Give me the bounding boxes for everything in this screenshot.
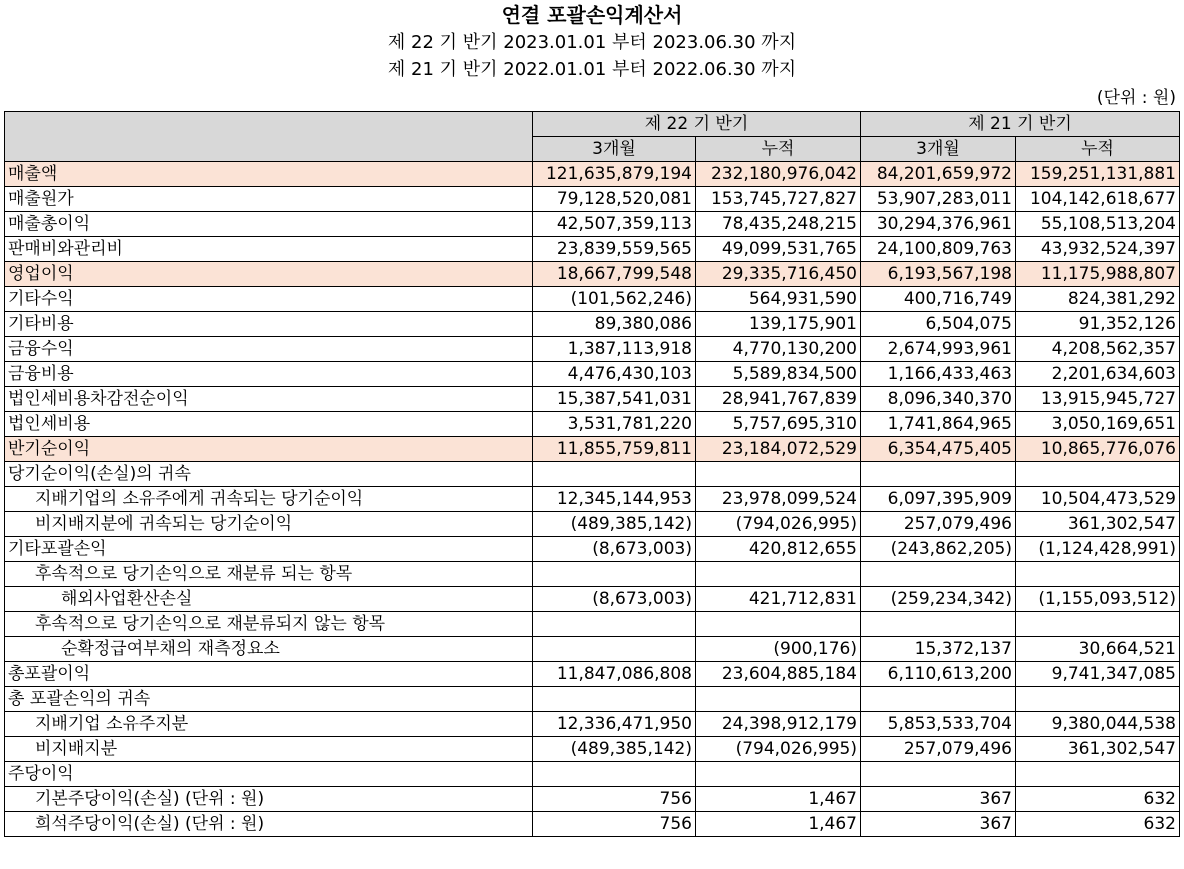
header-prior-3m: 3개월 bbox=[861, 137, 1016, 162]
cell-current-cum: 49,099,531,765 bbox=[696, 237, 861, 262]
header-current-cum: 누적 bbox=[696, 137, 861, 162]
cell-prior-3m: 30,294,376,961 bbox=[861, 212, 1016, 237]
row-label: 법인세비용 bbox=[5, 412, 533, 437]
cell-prior-3m: 8,096,340,370 bbox=[861, 387, 1016, 412]
row-label: 매출원가 bbox=[5, 187, 533, 212]
table-row bbox=[5, 762, 1180, 787]
statement-title: 연결 포괄손익계산서 bbox=[501, 3, 683, 27]
cell-prior-cum: 91,352,126 bbox=[1016, 312, 1180, 337]
period-prior: 제 21 기 반기 2022.01.01 부터 2022.06.30 까지 bbox=[387, 59, 797, 80]
table-row bbox=[5, 512, 1180, 537]
period-current: 제 22 기 반기 2023.01.01 부터 2023.06.30 까지 bbox=[387, 32, 797, 53]
cell-prior-3m: 2,674,993,961 bbox=[861, 337, 1016, 362]
table-row bbox=[5, 412, 1180, 437]
cell-prior-cum: 632 bbox=[1016, 787, 1180, 812]
table-row bbox=[5, 287, 1180, 312]
table-row bbox=[5, 712, 1180, 737]
table-row bbox=[5, 437, 1180, 462]
cell-prior-3m: 367 bbox=[861, 787, 1016, 812]
cell-prior-3m: 24,100,809,763 bbox=[861, 237, 1016, 262]
cell-prior-3m: 257,079,496 bbox=[861, 512, 1016, 537]
cell-prior-cum bbox=[1016, 687, 1180, 712]
row-label: 금융비용 bbox=[5, 362, 533, 387]
cell-current-cum: (900,176) bbox=[696, 637, 861, 662]
cell-current-3m: 79,128,520,081 bbox=[533, 187, 696, 212]
cell-prior-cum bbox=[1016, 462, 1180, 487]
cell-current-3m: 12,336,471,950 bbox=[533, 712, 696, 737]
row-label: 후속적으로 당기손익으로 재분류 되는 항목 bbox=[5, 562, 533, 587]
cell-current-3m: (489,385,142) bbox=[533, 512, 696, 537]
header-group-prior: 제 21 기 반기 bbox=[861, 112, 1180, 137]
cell-prior-3m: 53,907,283,011 bbox=[861, 187, 1016, 212]
cell-current-3m: 23,839,559,565 bbox=[533, 237, 696, 262]
cell-prior-3m bbox=[861, 562, 1016, 587]
cell-prior-cum: 2,201,634,603 bbox=[1016, 362, 1180, 387]
row-label: 주당이익 bbox=[5, 762, 533, 787]
cell-prior-3m bbox=[861, 762, 1016, 787]
table-row bbox=[5, 212, 1180, 237]
cell-prior-cum: 9,741,347,085 bbox=[1016, 662, 1180, 687]
cell-prior-3m: 6,354,475,405 bbox=[861, 437, 1016, 462]
cell-prior-cum bbox=[1016, 612, 1180, 637]
cell-current-cum: 5,757,695,310 bbox=[696, 412, 861, 437]
cell-prior-3m: 6,110,613,200 bbox=[861, 662, 1016, 687]
cell-current-cum: (794,026,995) bbox=[696, 512, 861, 537]
row-label: 판매비와관리비 bbox=[5, 237, 533, 262]
table-row bbox=[5, 612, 1180, 637]
cell-prior-3m: 400,716,749 bbox=[861, 287, 1016, 312]
row-label: 당기순이익(손실)의 귀속 bbox=[5, 462, 533, 487]
cell-current-3m: 3,531,781,220 bbox=[533, 412, 696, 437]
cell-current-cum: 139,175,901 bbox=[696, 312, 861, 337]
cell-current-cum: 421,712,831 bbox=[696, 587, 861, 612]
cell-prior-cum: 159,251,131,881 bbox=[1016, 162, 1180, 187]
cell-current-cum bbox=[696, 462, 861, 487]
cell-current-3m: (101,562,246) bbox=[533, 287, 696, 312]
cell-prior-cum: 104,142,618,677 bbox=[1016, 187, 1180, 212]
table-row bbox=[5, 562, 1180, 587]
cell-current-cum: (794,026,995) bbox=[696, 737, 861, 762]
table-row bbox=[5, 662, 1180, 687]
cell-current-3m: 1,387,113,918 bbox=[533, 337, 696, 362]
cell-current-3m: 89,380,086 bbox=[533, 312, 696, 337]
cell-prior-3m: 15,372,137 bbox=[861, 637, 1016, 662]
row-label: 비지배지분 bbox=[5, 737, 533, 762]
cell-current-cum: 564,931,590 bbox=[696, 287, 861, 312]
header-account bbox=[5, 112, 533, 162]
cell-prior-cum: 55,108,513,204 bbox=[1016, 212, 1180, 237]
cell-current-3m: 756 bbox=[533, 787, 696, 812]
cell-current-3m: 121,635,879,194 bbox=[533, 162, 696, 187]
row-label: 기타비용 bbox=[5, 312, 533, 337]
table-row bbox=[5, 312, 1180, 337]
row-label: 지배기업 소유주지분 bbox=[5, 712, 533, 737]
cell-current-3m: 18,667,799,548 bbox=[533, 262, 696, 287]
cell-prior-cum: 824,381,292 bbox=[1016, 287, 1180, 312]
row-label: 비지배지분에 귀속되는 당기순이익 bbox=[5, 512, 533, 537]
table-row bbox=[5, 537, 1180, 562]
cell-prior-3m bbox=[861, 687, 1016, 712]
statement-body bbox=[5, 162, 1180, 837]
cell-current-3m: (8,673,003) bbox=[533, 587, 696, 612]
table-row bbox=[5, 587, 1180, 612]
cell-prior-3m: 6,504,075 bbox=[861, 312, 1016, 337]
cell-current-cum bbox=[696, 687, 861, 712]
row-label: 금융수익 bbox=[5, 337, 533, 362]
table-row bbox=[5, 737, 1180, 762]
table-row bbox=[5, 637, 1180, 662]
cell-current-cum: 23,604,885,184 bbox=[696, 662, 861, 687]
cell-prior-cum: 361,302,547 bbox=[1016, 737, 1180, 762]
header-current-3m: 3개월 bbox=[533, 137, 696, 162]
cell-current-cum: 1,467 bbox=[696, 812, 861, 837]
cell-current-cum: 232,180,976,042 bbox=[696, 162, 861, 187]
row-label: 매출액 bbox=[5, 162, 533, 187]
cell-current-3m: 15,387,541,031 bbox=[533, 387, 696, 412]
cell-current-3m bbox=[533, 562, 696, 587]
cell-prior-3m: 5,853,533,704 bbox=[861, 712, 1016, 737]
row-label: 반기순이익 bbox=[5, 437, 533, 462]
cell-prior-3m: 6,193,567,198 bbox=[861, 262, 1016, 287]
row-label: 후속적으로 당기손익으로 재분류되지 않는 항목 bbox=[5, 612, 533, 637]
cell-prior-3m: 367 bbox=[861, 812, 1016, 837]
table-row bbox=[5, 787, 1180, 812]
row-label: 총포괄이익 bbox=[5, 662, 533, 687]
table-row bbox=[5, 337, 1180, 362]
cell-current-3m: 756 bbox=[533, 812, 696, 837]
cell-current-3m bbox=[533, 762, 696, 787]
cell-prior-3m: (259,234,342) bbox=[861, 587, 1016, 612]
row-label: 기타포괄손익 bbox=[5, 537, 533, 562]
row-label: 해외사업환산손실 bbox=[5, 587, 533, 612]
table-row bbox=[5, 262, 1180, 287]
cell-prior-cum: 11,175,988,807 bbox=[1016, 262, 1180, 287]
cell-prior-cum: 13,915,945,727 bbox=[1016, 387, 1180, 412]
cell-prior-3m bbox=[861, 612, 1016, 637]
cell-current-3m: (489,385,142) bbox=[533, 737, 696, 762]
cell-current-cum: 4,770,130,200 bbox=[696, 337, 861, 362]
cell-current-cum bbox=[696, 762, 861, 787]
cell-current-cum: 153,745,727,827 bbox=[696, 187, 861, 212]
row-label: 기타수익 bbox=[5, 287, 533, 312]
cell-current-cum: 23,184,072,529 bbox=[696, 437, 861, 462]
table-row bbox=[5, 812, 1180, 837]
cell-prior-cum: 43,932,524,397 bbox=[1016, 237, 1180, 262]
table-row bbox=[5, 462, 1180, 487]
cell-prior-cum: 4,208,562,357 bbox=[1016, 337, 1180, 362]
row-label: 법인세비용차감전순이익 bbox=[5, 387, 533, 412]
cell-prior-cum: 9,380,044,538 bbox=[1016, 712, 1180, 737]
row-label: 희석주당이익(손실) (단위 : 원) bbox=[5, 812, 533, 837]
cell-current-cum: 23,978,099,524 bbox=[696, 487, 861, 512]
header-group-current: 제 22 기 반기 bbox=[533, 112, 861, 137]
cell-prior-cum: 30,664,521 bbox=[1016, 637, 1180, 662]
table-row bbox=[5, 237, 1180, 262]
row-label: 총 포괄손익의 귀속 bbox=[5, 687, 533, 712]
cell-current-3m: 11,847,086,808 bbox=[533, 662, 696, 687]
cell-current-cum: 5,589,834,500 bbox=[696, 362, 861, 387]
cell-current-cum: 29,335,716,450 bbox=[696, 262, 861, 287]
cell-prior-cum: 632 bbox=[1016, 812, 1180, 837]
table-row bbox=[5, 162, 1180, 187]
cell-prior-cum: 10,504,473,529 bbox=[1016, 487, 1180, 512]
cell-prior-3m: 1,166,433,463 bbox=[861, 362, 1016, 387]
unit-label: (단위 : 원) bbox=[1096, 88, 1176, 108]
cell-prior-cum: (1,124,428,991) bbox=[1016, 537, 1180, 562]
cell-prior-cum: 10,865,776,076 bbox=[1016, 437, 1180, 462]
cell-prior-cum bbox=[1016, 762, 1180, 787]
cell-prior-3m: (243,862,205) bbox=[861, 537, 1016, 562]
cell-prior-3m: 6,097,395,909 bbox=[861, 487, 1016, 512]
cell-prior-3m: 1,741,864,965 bbox=[861, 412, 1016, 437]
cell-current-3m: 42,507,359,113 bbox=[533, 212, 696, 237]
cell-current-cum: 1,467 bbox=[696, 787, 861, 812]
cell-prior-cum bbox=[1016, 562, 1180, 587]
table-row bbox=[5, 687, 1180, 712]
income-statement-table bbox=[4, 111, 1180, 837]
cell-current-cum: 24,398,912,179 bbox=[696, 712, 861, 737]
cell-current-3m bbox=[533, 637, 696, 662]
cell-prior-cum: 361,302,547 bbox=[1016, 512, 1180, 537]
cell-current-cum bbox=[696, 612, 861, 637]
cell-current-3m: 11,855,759,811 bbox=[533, 437, 696, 462]
cell-current-3m: 12,345,144,953 bbox=[533, 487, 696, 512]
cell-current-3m: (8,673,003) bbox=[533, 537, 696, 562]
cell-prior-3m: 84,201,659,972 bbox=[861, 162, 1016, 187]
cell-prior-cum: 3,050,169,651 bbox=[1016, 412, 1180, 437]
cell-prior-cum: (1,155,093,512) bbox=[1016, 587, 1180, 612]
cell-current-3m bbox=[533, 612, 696, 637]
row-label: 기본주당이익(손실) (단위 : 원) bbox=[5, 787, 533, 812]
table-row bbox=[5, 387, 1180, 412]
header-prior-cum: 누적 bbox=[1016, 137, 1180, 162]
row-label: 순확정급여부채의 재측정요소 bbox=[5, 637, 533, 662]
cell-current-cum: 420,812,655 bbox=[696, 537, 861, 562]
row-label: 지배기업의 소유주에게 귀속되는 당기순이익 bbox=[5, 487, 533, 512]
row-label: 매출총이익 bbox=[5, 212, 533, 237]
table-row bbox=[5, 362, 1180, 387]
table-row bbox=[5, 187, 1180, 212]
cell-current-cum: 28,941,767,839 bbox=[696, 387, 861, 412]
table-row bbox=[5, 487, 1180, 512]
cell-current-3m bbox=[533, 687, 696, 712]
row-label: 영업이익 bbox=[5, 262, 533, 287]
cell-prior-3m: 257,079,496 bbox=[861, 737, 1016, 762]
cell-current-cum: 78,435,248,215 bbox=[696, 212, 861, 237]
cell-current-cum bbox=[696, 562, 861, 587]
cell-current-3m bbox=[533, 462, 696, 487]
cell-prior-3m bbox=[861, 462, 1016, 487]
cell-current-3m: 4,476,430,103 bbox=[533, 362, 696, 387]
